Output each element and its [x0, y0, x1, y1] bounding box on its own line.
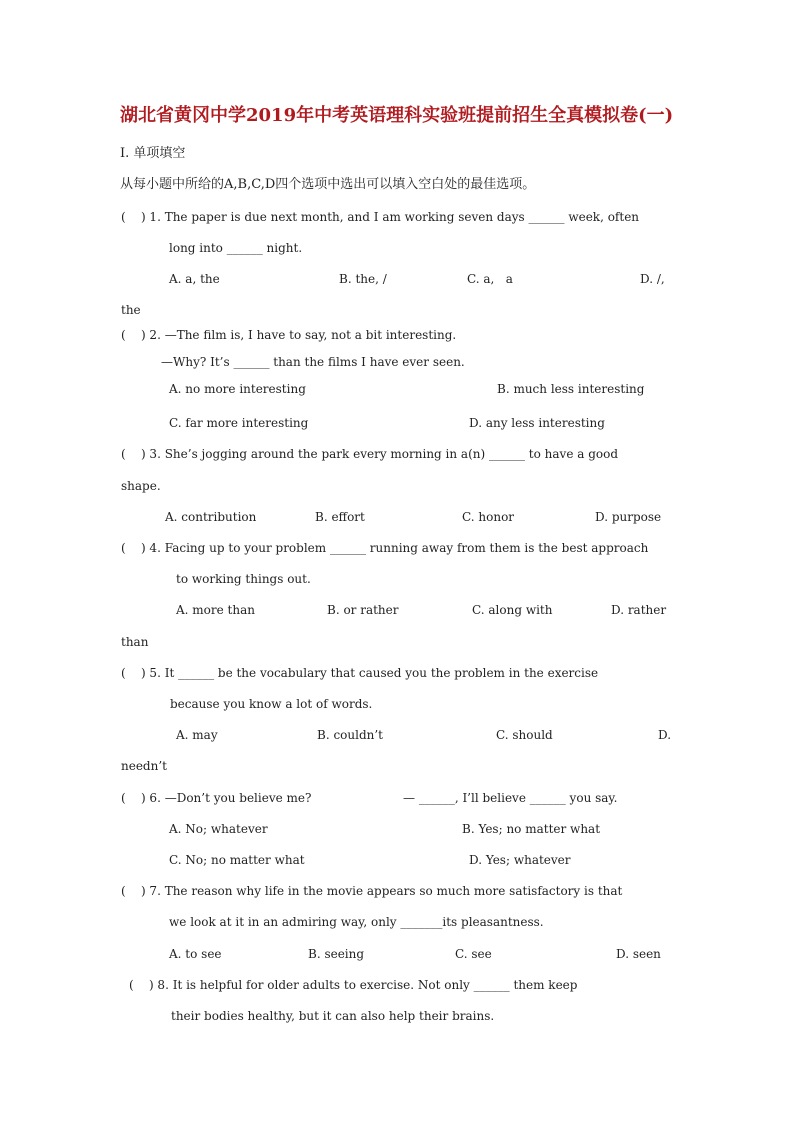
page-title: 湖北省黄冈中学2019年中考英语理科实验班提前招生全真模拟卷(一): [120, 105, 674, 126]
question-8-stem-cont: their bodies healthy, but it can also help their brains.: [171, 1009, 495, 1023]
question-4-option-a: A. more than: [176, 603, 255, 617]
question-2-option-d: D. any less interesting: [469, 416, 605, 430]
question-8-stem: ( ) 8. It is helpful for older adults to exercise. Not only ______ them keep: [129, 978, 578, 992]
question-5-option-b: B. couldn’t: [317, 728, 384, 742]
question-4-option-c: C. along with: [472, 603, 553, 617]
question-6-option-b: B. Yes; no matter what: [462, 822, 601, 836]
question-7-option-a: A. to see: [169, 947, 222, 961]
question-4-option-d-wrap: than: [121, 635, 149, 649]
question-3-option-b: B. effort: [315, 510, 365, 524]
question-6-option-c: C. No; no matter what: [169, 853, 305, 867]
question-2-stem-cont: —Why? It’s ______ than the films I have ever seen.: [161, 355, 465, 369]
question-5-stem-cont: because you know a lot of words.: [170, 697, 373, 711]
question-6-stem: ( ) 6. —Don’t you believe me?: [121, 791, 312, 805]
question-3-stem-cont: shape.: [121, 479, 161, 493]
question-4-option-b: B. or rather: [327, 603, 399, 617]
question-7-option-b: B. seeing: [308, 947, 365, 961]
question-7-option-d: D. seen: [616, 947, 661, 961]
question-6-option-d: D. Yes; whatever: [469, 853, 571, 867]
question-1-option-b: B. the, /: [339, 272, 387, 286]
question-2-option-c: C. far more interesting: [169, 416, 309, 430]
question-4-stem-cont: to working things out.: [176, 572, 311, 586]
question-5-option-a: A. may: [176, 728, 218, 742]
question-1-stem-cont: long into ______ night.: [169, 241, 303, 255]
question-3-stem: ( ) 3. She’s jogging around the park every morning in a(n) ______ to have a good: [121, 447, 619, 461]
question-2-option-b: B. much less interesting: [497, 382, 645, 396]
question-7-option-c: C. see: [455, 947, 492, 961]
question-3-option-d: D. purpose: [595, 510, 662, 524]
question-1-stem: ( ) 1. The paper is due next month, and I am working seven days ______ week, often: [121, 210, 640, 224]
question-1-option-a: A. a, the: [169, 272, 220, 286]
question-6-option-a: A. No; whatever: [169, 822, 268, 836]
question-5-option-d-wrap: needn’t: [121, 759, 167, 773]
question-5-option-c: C. should: [496, 728, 553, 742]
section-heading: I. 单项填空: [120, 146, 186, 161]
question-1-option-d-wrap: the: [121, 303, 141, 317]
question-1-option-d: D. /,: [640, 272, 665, 286]
question-2-stem: ( ) 2. —The film is, I have to say, not a bit interesting.: [121, 328, 457, 342]
question-3-option-c: C. honor: [462, 510, 515, 524]
question-4-stem: ( ) 4. Facing up to your problem ______ running away from them is the best approach: [121, 541, 649, 555]
question-3-option-a: A. contribution: [165, 510, 257, 524]
question-7-stem: ( ) 7. The reason why life in the movie appears so much more satisfactory is that: [121, 884, 623, 898]
question-2-option-a: A. no more interesting: [169, 382, 306, 396]
question-4-option-d: D. rather: [611, 603, 667, 617]
question-7-stem-cont: we look at it in an admiring way, only _______its pleasantness.: [169, 915, 544, 929]
question-5-stem: ( ) 5. It ______ be the vocabulary that caused you the problem in the exercise: [121, 666, 599, 680]
question-5-option-d: D.: [658, 728, 672, 742]
question-6-reply: — ______, I’ll believe ______ you say.: [403, 791, 618, 805]
instruction-text: 从每小题中所给的A,B,C,D四个选项中选出可以填入空白处的最佳选项。: [120, 177, 536, 192]
question-1-option-c: C. a, a: [467, 272, 513, 286]
